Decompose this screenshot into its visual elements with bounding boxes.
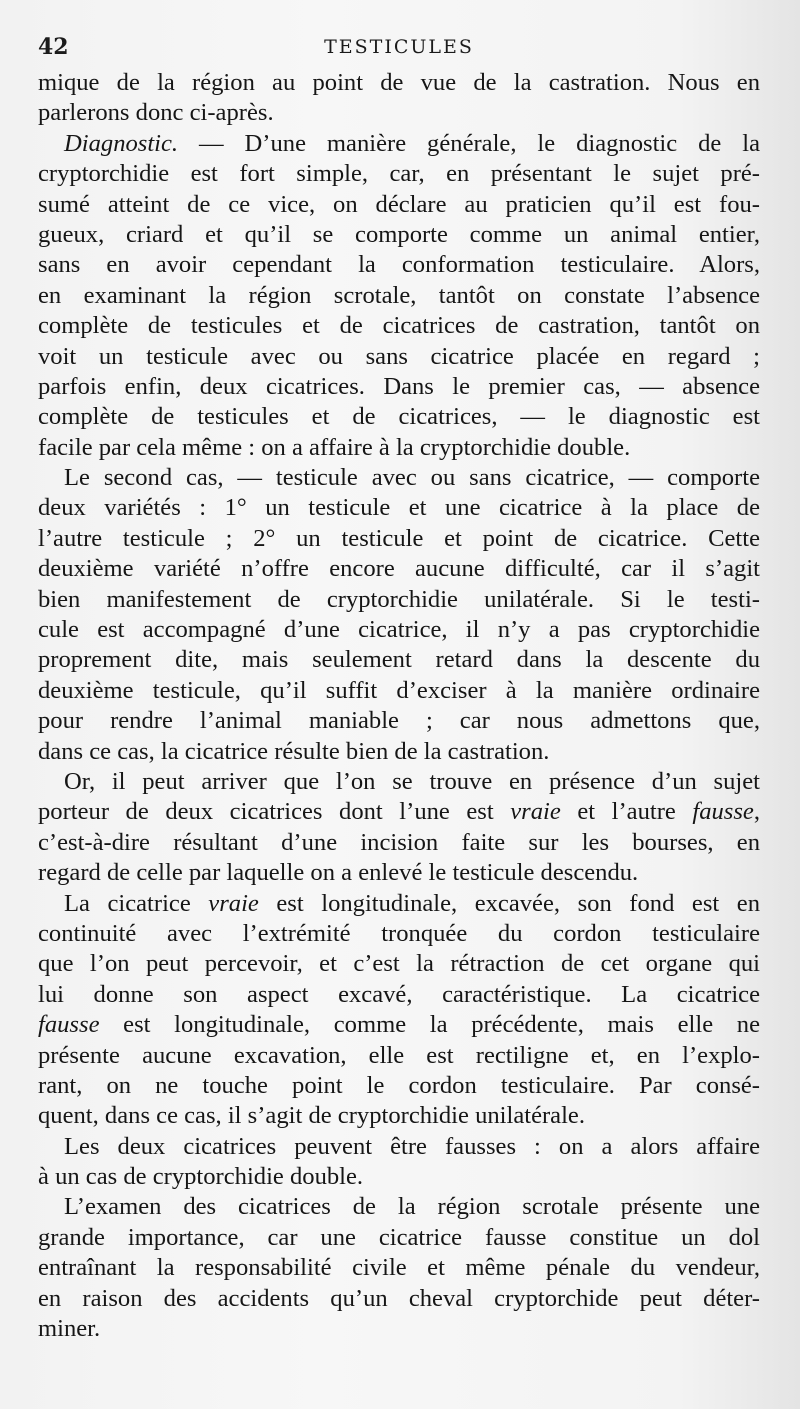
- text-line: cryptorchidie est fort simple, car, en présentant le sujet pré-: [38, 160, 760, 188]
- text-line: que l’on peut percevoir, et c’est la rétraction de cet organe qui: [38, 950, 760, 978]
- section-lead: Diagnostic.: [64, 129, 179, 157]
- text-line: cule est accompagné d’une cicatrice, il n’y a pas cryptorchidie: [38, 616, 760, 644]
- paragraph-p2: [38, 463, 760, 767]
- page-number: 42: [38, 34, 69, 60]
- text-line: bien manifestement de cryptorchidie unilatérale. Si le testi-: [38, 585, 760, 613]
- text-line: miner.: [38, 1315, 101, 1343]
- text-line: Les deux cicatrices peuvent être fausses : on a alors affaire: [64, 1132, 760, 1160]
- text-line: L’examen des cicatrices de la région scrotale présente une: [64, 1193, 760, 1221]
- text-line: entraînant la responsabilité civile et même pénale du vendeur,: [38, 1254, 760, 1282]
- text-line: l’autre testicule ; 2° un testicule et point de cicatrice. Cette: [38, 524, 760, 552]
- text-line: regard de celle par laquelle on a enlevé le testicule descendu.: [38, 859, 639, 887]
- text-line: porteur de deux cicatrices dont l’une est vraie et l’autre fausse,: [38, 798, 760, 826]
- text-line: dans ce cas, la cicatrice résulte bien de la castration.: [38, 737, 550, 765]
- text-line: mique de la région au point de vue de la castration. Nous en: [38, 69, 760, 96]
- text-line: continuité avec l’extrémité tronquée du cordon testiculaire: [38, 919, 760, 947]
- text-line: proprement dite, mais seulement retard dans la descente du: [38, 646, 760, 674]
- text-line: La cicatrice vraie est longitudinale, excavée, son fond est en: [64, 889, 760, 917]
- text-line: pour rendre l’animal maniable ; car nous admettons que,: [38, 707, 760, 735]
- paragraph-p1: [38, 129, 760, 463]
- text-line: deuxième variété n’offre encore aucune difficulté, car il s’agit: [38, 555, 760, 583]
- text-line: parfois enfin, deux cicatrices. Dans le premier cas, — absence: [38, 372, 760, 400]
- paragraph-p0: [38, 68, 760, 129]
- text-line: deux variétés : 1° un testicule et une cicatrice à la place de: [38, 494, 760, 522]
- text-line: quent, dans ce cas, il s’agit de cryptorchidie unilatérale.: [38, 1102, 585, 1130]
- text-line: présente aucune excavation, elle est rectiligne et, en l’explo-: [38, 1041, 760, 1069]
- text-line: complète de testicules et de cicatrices de castration, tantôt on: [38, 312, 760, 340]
- text-line: c’est-à-dire résultant d’une incision faite sur les bourses, en: [38, 828, 760, 856]
- paragraph-p5: [38, 1132, 760, 1193]
- text-line: Le second cas, — testicule avec ou sans cicatrice, — comporte: [64, 464, 760, 492]
- running-head: [38, 30, 760, 64]
- paragraph-p3: [38, 767, 760, 889]
- paragraph-p6: [38, 1192, 760, 1344]
- text-line: Diagnostic. — D’une manière générale, le diagnostic de la: [64, 129, 760, 157]
- text-line: voit un testicule avec ou sans cicatrice placée en regard ;: [38, 342, 760, 370]
- text-line: grande importance, car une cicatrice fausse constitue un dol: [38, 1223, 760, 1251]
- text-line: à un cas de cryptorchidie double.: [38, 1163, 364, 1191]
- text-line: complète de testicules et de cicatrices, — le diagnostic est: [38, 403, 760, 431]
- text-line: parlerons donc ci-après.: [38, 99, 274, 127]
- text-line: facile par cela même : on a affaire à la cryptorchidie double.: [38, 433, 631, 461]
- text-line: gueux, criard et qu’il se comporte comme un animal entier,: [38, 220, 760, 248]
- text-line: rant, on ne touche point le cordon testiculaire. Par consé-: [38, 1071, 760, 1099]
- running-title: TESTICULES: [324, 36, 474, 58]
- body-text: [38, 68, 760, 1344]
- text-line: en examinant la région scrotale, tantôt on constate l’absence: [38, 281, 760, 309]
- text-line: lui donne son aspect excavé, caractéristique. La cicatrice: [38, 980, 760, 1008]
- text-line: fausse est longitudinale, comme la précédente, mais elle ne: [38, 1011, 760, 1039]
- text-line: sans en avoir cependant la conformation testiculaire. Alors,: [38, 251, 760, 279]
- text-line: deuxième testicule, qu’il suffit d’exciser à la manière ordinaire: [38, 676, 760, 704]
- paragraph-p4: [38, 889, 760, 1132]
- text-line: en raison des accidents qu’un cheval cryptorchide peut déter-: [38, 1284, 760, 1312]
- text-line: Or, il peut arriver que l’on se trouve en présence d’un sujet: [64, 767, 760, 795]
- text-line: sumé atteint de ce vice, on déclare au praticien qu’il est fou-: [38, 190, 760, 218]
